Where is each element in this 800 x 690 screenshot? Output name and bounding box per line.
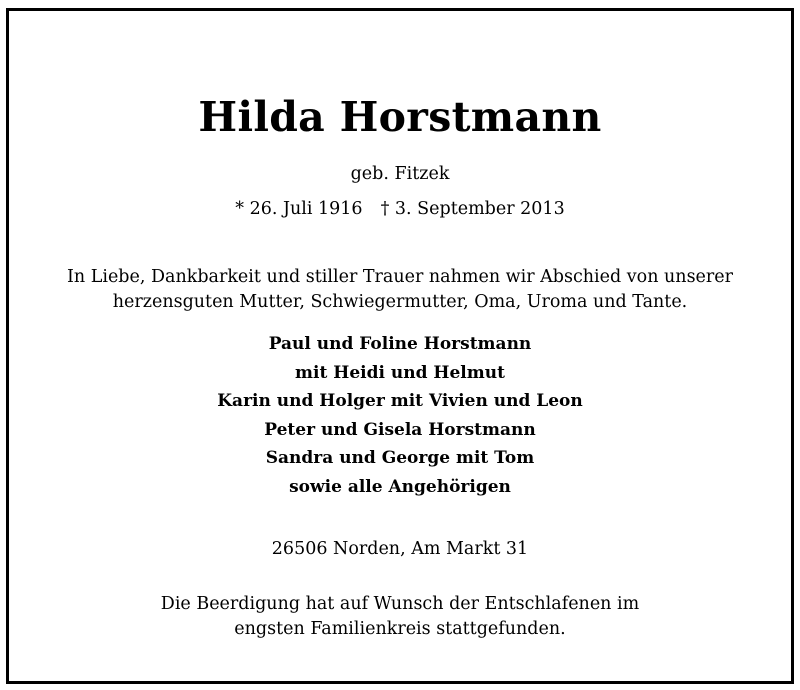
deceased-name: Hilda Horstmann xyxy=(198,93,602,141)
death-date: † 3. September 2013 xyxy=(380,199,565,219)
life-dates xyxy=(0,197,800,221)
farewell-message xyxy=(0,265,800,315)
mourner-line: Karin und Holger mit Vivien und Leon xyxy=(217,391,583,412)
family-address: 26506 Norden, Am Markt 31 xyxy=(271,539,529,559)
message-line: herzensguten Mutter, Schwiegermutter, Oma, Uroma und Tante. xyxy=(112,292,688,312)
mourner-line: Sandra und George mit Tom xyxy=(265,448,535,469)
mourners-list xyxy=(0,330,800,502)
mourner-line: Peter und Gisela Horstmann xyxy=(264,419,536,440)
mourner-line: mit Heidi und Helmut xyxy=(295,362,505,383)
message-line: In Liebe, Dankbarkeit und stiller Trauer nahmen wir Abschied von unserer xyxy=(66,267,734,287)
birth-date: * 26. Juli 1916 xyxy=(235,199,363,219)
birth-name: geb. Fitzek xyxy=(350,164,450,184)
funeral-note xyxy=(0,592,800,642)
mourner-line: sowie alle Angehörigen xyxy=(289,476,511,497)
mourner-line: Paul und Foline Horstmann xyxy=(268,334,532,354)
funeral-line: Die Beerdigung hat auf Wunsch der Entschlafenen im xyxy=(160,594,640,614)
funeral-line: engsten Familienkreis stattgefunden. xyxy=(234,619,566,639)
